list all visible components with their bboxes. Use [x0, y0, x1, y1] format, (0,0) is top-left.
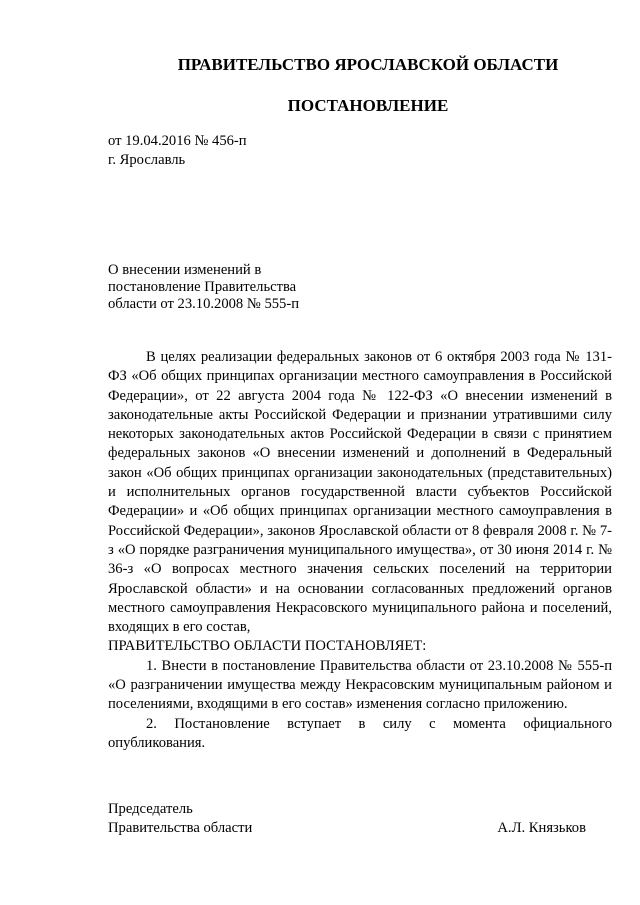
preamble-paragraph: В целях реализации федеральных законов от 6 октября 2003 года № 131-ФЗ «Об общих принципах организации местного самоуправления в Российской Федерации», от 22 августа 2004 года № 122-ФЗ «О внесении изменений в законодательные акты Российской Федерации и признании утратившими силу некоторых законодательных актов Российской Федерации в связи с принятием федеральных законов «О внесении изменений и дополнений в Федеральный закон «Об общих принципах организации законодательных (представительных) и исполнительных органов государственной власти субъектов Российской Федерации» и «Об общих принципах организации местного самоуправления в Российской Федерации», законов Ярославской области от 8 февраля 2008 г. № 7-з «О порядке разграничения муниципального имущества», от 30 июня 2014 г. № 36-з «О вопросах местного значения сельских поселений на территории Ярославской области» и на основании согласованных предложений органов местного самоуправления Некрасовского муниципального района и поселений, входящих в его состав,: [108, 349, 612, 636]
signatory-name: А.Л. Князьков: [497, 820, 586, 836]
organization-title: ПРАВИТЕЛЬСТВО ЯРОСЛАВСКОЙ ОБЛАСТИ: [177, 55, 559, 74]
document-subject: [108, 262, 299, 313]
signatory-title-line: Председатель: [108, 801, 193, 817]
resolution-clause: ПРАВИТЕЛЬСТВО ОБЛАСТИ ПОСТАНОВЛЯЕТ:: [108, 638, 427, 655]
date-number: от 19.04.2016 № 456-п: [108, 133, 247, 149]
subject-line: постановление Правительства: [108, 279, 297, 295]
signatory-title-line: Правительства области: [108, 820, 253, 836]
resolution-item-2: 2. Постановление вступает в силу с момента официального опубликования.: [108, 715, 612, 751]
signature-block: [108, 800, 612, 838]
subject-line: О внесении изменений в: [108, 262, 262, 278]
signatory-row: [108, 819, 612, 838]
city: г. Ярославль: [108, 151, 186, 168]
document-meta: [108, 132, 247, 169]
subject-line: области от 23.10.2008 № 555-п: [108, 296, 300, 312]
document-type: ПОСТАНОВЛЕНИЕ: [287, 96, 449, 115]
document-body: [108, 348, 612, 753]
resolution-item-1: 1. Внести в постановление Правительства области от 23.10.2008 № 555-п «О разграничении имущества между Некрасовским муниципальным районом и поселениями, входящими в его состав» изменения согласно приложению.: [108, 657, 612, 713]
